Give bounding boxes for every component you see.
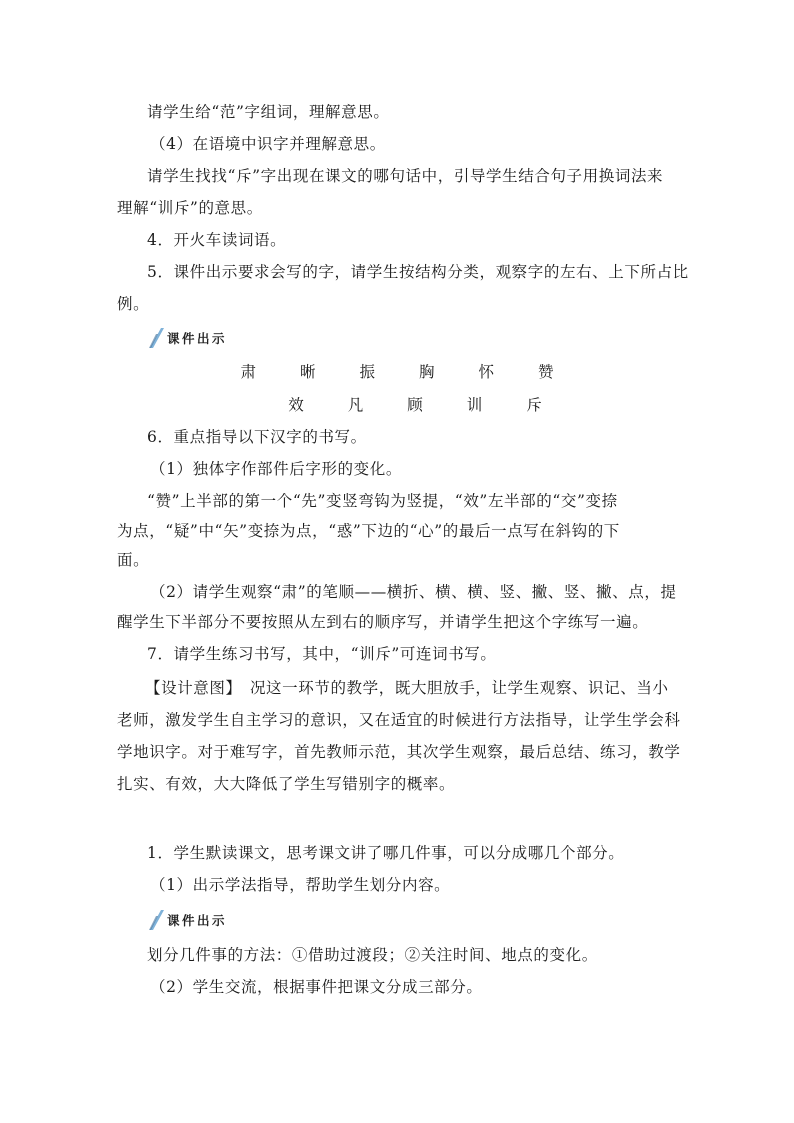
paragraph-line: 1．学生默读课文，思考课文讲了哪几件事，可以分成哪几个部分。 xyxy=(147,844,625,862)
slash-marker-icon xyxy=(148,910,164,930)
paragraph-line: 例。 xyxy=(117,295,150,313)
char-item: 斥 xyxy=(526,396,542,414)
paragraph-line: 4．开火车读词语。 xyxy=(147,231,287,249)
courseware-label-text: 课件出示 xyxy=(167,331,228,346)
paragraph-line: 学地识字。对于难写字，首先教师示范，其次学生观察，最后总结、练习，教学 xyxy=(117,743,681,761)
paragraph-line: 请学生找找“斥”字出现在课文的哪句话中，引导学生结合句子用换词法来 xyxy=(147,167,664,185)
char-item: 振 xyxy=(359,363,375,381)
char-item: 肃 xyxy=(240,363,256,381)
paragraph-line: 扎实、有效，大大降低了学生写错别字的概率。 xyxy=(117,775,456,793)
courseware-label xyxy=(148,327,227,349)
char-item: 效 xyxy=(288,396,304,414)
paragraph-line: “赞”上半部的第一个“先”变竖弯钩为竖提，“效”左半部的“交”变捺 xyxy=(147,492,618,510)
paragraph-line: 醒学生下半部分不要按照从左到右的顺序写，并请学生把这个字练写一遍。 xyxy=(117,613,649,631)
paragraph-line: （2）学生交流，根据事件把课文分成三部分。 xyxy=(150,978,483,996)
paragraph-line: （1）出示学法指导，帮助学生划分内容。 xyxy=(150,876,451,894)
paragraph-line: 7．请学生练习书写，其中，“训斥”可连词书写。 xyxy=(147,645,497,663)
char-item: 顾 xyxy=(407,396,423,414)
chars-row-2 xyxy=(18,395,794,415)
char-item: 晰 xyxy=(299,363,316,381)
paragraph-line: 老师，激发学生自主学习的意识，又在适宜的时候进行方法指导，让学生学会科 xyxy=(117,711,681,729)
paragraph-line: 理解“训斥”的意思。 xyxy=(117,199,263,217)
design-intent-line: 【设计意图】 况这一环节的教学，既大胆放手，让学生观察、识记、当小 xyxy=(145,679,669,697)
paragraph-line: 为点，“疑”中“矢”变捺为点，“惑”下边的“心”的最后一点写在斜钩的下 xyxy=(117,522,620,540)
char-item: 胸 xyxy=(419,363,435,381)
paragraph-line: （1）独体字作部件后字形的变化。 xyxy=(150,460,402,478)
slash-marker-icon xyxy=(148,328,164,348)
chars-row-1 xyxy=(0,362,794,382)
paragraph-line: （2）请学生观察“肃”的笔顺——横折、横、横、竖、撇、竖、撇、点，提 xyxy=(150,583,677,601)
paragraph-line: 请学生给“范”字组词，理解意思。 xyxy=(147,103,390,121)
char-item: 赞 xyxy=(538,363,554,381)
char-item: 凡 xyxy=(347,396,364,414)
paragraph-line: 5．课件出示要求会写的字，请学生按结构分类，观察字的左右、上下所占比 xyxy=(147,263,689,281)
paragraph-line: 划分几件事的方法：①借助过渡段；②关注时间、地点的变化。 xyxy=(147,946,598,964)
courseware-label xyxy=(148,909,227,931)
char-item: 怀 xyxy=(478,363,495,381)
paragraph-line: 6．重点指导以下汉字的书写。 xyxy=(147,428,367,446)
courseware-label-text: 课件出示 xyxy=(167,913,228,928)
char-item: 训 xyxy=(466,396,483,414)
paragraph-line: 面。 xyxy=(117,551,150,569)
paragraph-line: （4）在语境中识字并理解意思。 xyxy=(150,135,386,153)
